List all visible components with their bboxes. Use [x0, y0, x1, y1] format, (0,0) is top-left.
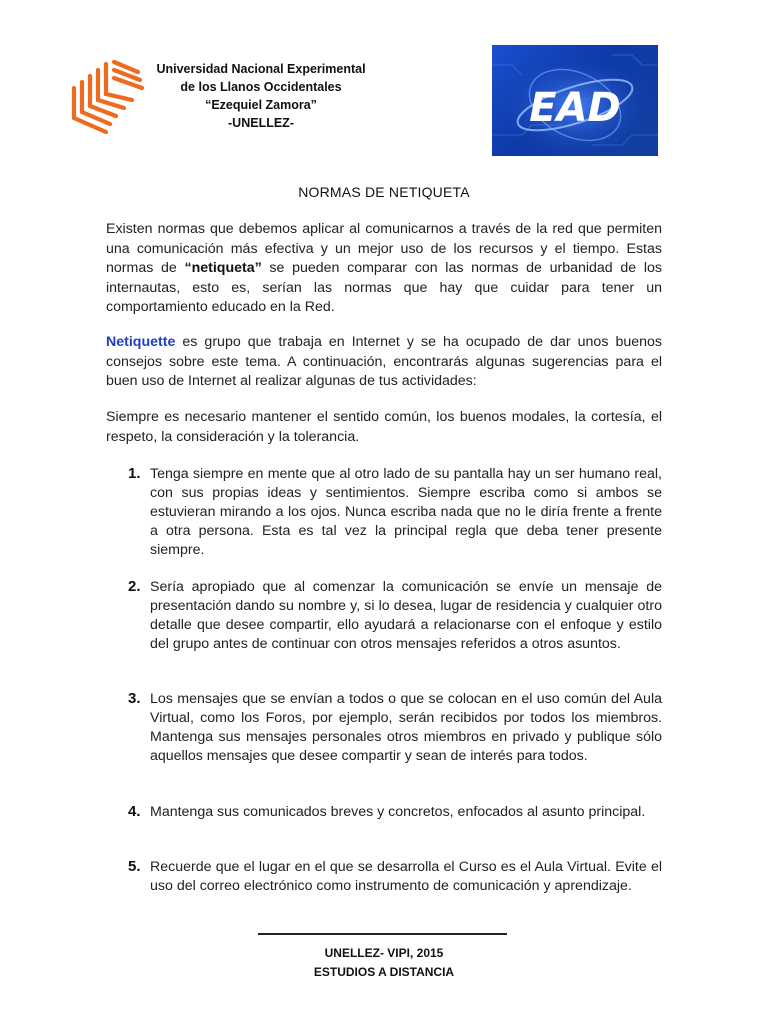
university-acronym: -UNELLEZ-: [228, 116, 294, 130]
list-item-number: 2.: [128, 578, 141, 595]
ead-logo: [492, 45, 658, 156]
page-footer: [0, 944, 768, 982]
intro-bold-term: “netiqueta”: [184, 260, 262, 277]
university-header: [150, 60, 372, 132]
list-item: [128, 578, 662, 654]
footer-line2: ESTUDIOS A DISTANCIA: [313, 965, 455, 979]
list-item: [128, 803, 662, 822]
list-item-text: Los mensajes que se envían a todos o que se colocan en el uso común del Aula Virtual, como los Foros, por ejemplo, serán recibidos por todos los miembros. Mantenga sus mensajes personales otros miembros en privado y publique sólo aquellos mensajes que desee compartir y sean de interés para todos.: [150, 691, 662, 764]
netiquette-paragraph: [106, 333, 662, 392]
footer-line1: UNELLEZ- VIPI, 2015: [324, 946, 444, 960]
university-name-line1: Universidad Nacional Experimental: [156, 62, 366, 76]
list-item-text: Tenga siempre en mente que al otro lado de su pantalla hay un ser humano real, con sus propias ideas y sentimientos. Siempre escriba como si ambos se estuvieran mirando a los ojos. Nunca escriba nada que no le diría frente a frente a otra persona. Esta es tal vez la principal regla que deba tener presente siempre.: [150, 466, 662, 558]
list-item-number: 4.: [128, 803, 141, 820]
list-item-text: Sería apropiado que al comenzar la comunicación se envíe un mensaje de presentación dando su nombre y, si lo desea, lugar de residencia y cualquier otro detalle que desee compartir, ello ayudará a relacionarse con el enfoque y estilo del grupo antes de continuar con otros mensajes referidos a otros asuntos.: [150, 579, 662, 652]
list-item: [128, 690, 662, 766]
list-item-text: Mantenga sus comunicados breves y concretos, enfocados al asunto principal.: [150, 804, 646, 820]
university-name-line3: “Ezequiel Zamora”: [205, 98, 317, 112]
university-name-line2: de los Llanos Occidentales: [180, 80, 342, 94]
common-sense-paragraph: Siempre es necesario mantener el sentido común, los buenos modales, la cortesía, el respeto, la consideración y la tolerancia.: [106, 409, 662, 445]
list-item-number: 5.: [128, 858, 141, 875]
list-item: [128, 858, 662, 896]
ead-logo-graphic: [492, 45, 658, 156]
netiquette-highlight: Netiquette: [106, 334, 176, 350]
list-item-number: 1.: [128, 465, 141, 482]
ead-logo-text: EAD: [529, 85, 621, 131]
netiquette-text: es grupo que trabaja en Internet y se ha ocupado de dar unos buenos consejos sobre este tema. A continuación, encontrarás algunas sugerencias para el buen uso de Internet al realizar algunas de tus actividades:: [106, 334, 662, 390]
unellez-logo: [66, 58, 146, 136]
intro-text-2: se pueden comparar con las normas de urbanidad de los internautas, esto es, serían las normas que hay que cuidar para tener un comportamiento educado en la Red.: [106, 260, 662, 316]
intro-text-1: Existen normas que debemos aplicar al comunicarnos a través de la red que permiten una comunicación más efectiva y un mejor uso de los recursos y el tiempo. Estas normas de: [106, 221, 662, 277]
footer-divider: [258, 933, 507, 935]
intro-paragraph: [106, 220, 662, 318]
list-item-number: 3.: [128, 690, 141, 707]
list-item-text: Recuerde que el lugar en el que se desarrolla el Curso es el Aula Virtual. Evite el uso del correo electrónico como instrumento de comunicación y aprendizaje.: [150, 859, 662, 894]
document-title: NORMAS DE NETIQUETA: [298, 184, 470, 200]
list-item: [128, 465, 662, 560]
